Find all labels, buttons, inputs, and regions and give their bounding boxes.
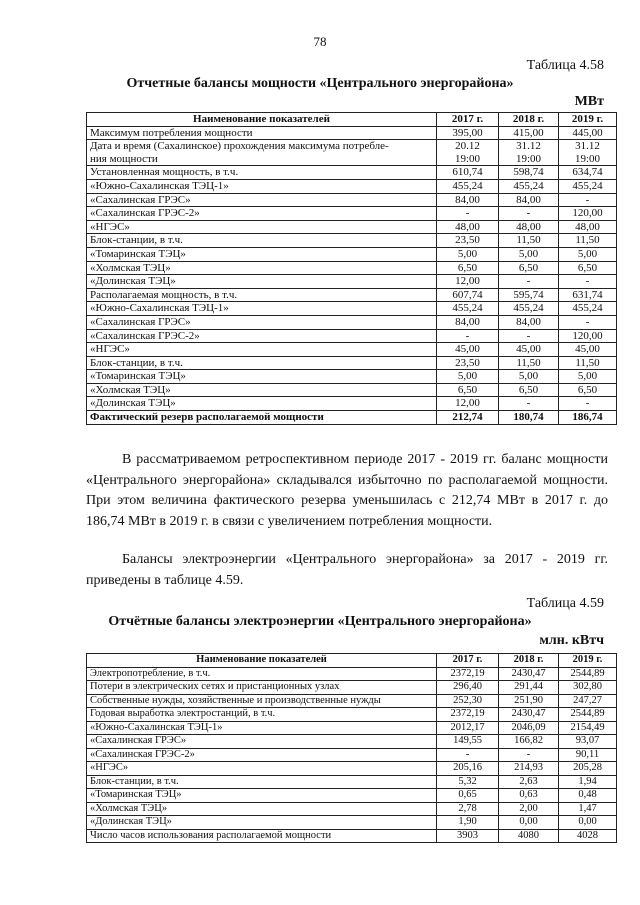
table-row: [87, 721, 617, 735]
value-cell: 84,00: [437, 315, 499, 329]
value-cell: 6,50: [559, 383, 617, 397]
value-cell: 296,40: [437, 681, 499, 695]
table-row: [87, 383, 617, 397]
value-cell: 0,00: [559, 816, 617, 830]
table-row: [87, 207, 617, 221]
value-cell: 149,55: [437, 735, 499, 749]
table-row: [87, 667, 617, 681]
value-cell: 4080: [499, 829, 559, 843]
value-cell: 5,00: [499, 370, 559, 384]
table-row: [87, 411, 617, 425]
value-cell: 291,44: [499, 681, 559, 695]
row-label: Электропотребление, в т.ч.: [87, 667, 437, 681]
value-cell: 5,00: [499, 247, 559, 261]
row-label: «НГЭС»: [87, 343, 437, 357]
value-cell: 5,00: [559, 247, 617, 261]
value-cell: 31.12 19:00: [499, 140, 559, 166]
row-label: «Сахалинская ГРЭС»: [87, 735, 437, 749]
table-row: [87, 816, 617, 830]
value-cell: -: [559, 193, 617, 207]
value-cell: 455,24: [499, 179, 559, 193]
value-cell: 12,00: [437, 397, 499, 411]
value-cell: 205,28: [559, 762, 617, 776]
value-cell: 2544,89: [559, 708, 617, 722]
value-cell: 2430,47: [499, 708, 559, 722]
table-row: [87, 397, 617, 411]
row-label: «НГЭС»: [87, 220, 437, 234]
value-cell: 84,00: [499, 315, 559, 329]
table-unit: млн. кВтч: [539, 633, 604, 648]
value-cell: 48,00: [559, 220, 617, 234]
value-cell: 6,50: [559, 261, 617, 275]
value-cell: 252,30: [437, 694, 499, 708]
table-row: [87, 275, 617, 289]
table-row: [87, 261, 617, 275]
value-cell: 212,74: [437, 411, 499, 425]
value-cell: 48,00: [437, 220, 499, 234]
value-cell: 1,90: [437, 816, 499, 830]
table-row: [87, 179, 617, 193]
table-row: [87, 735, 617, 749]
value-cell: 48,00: [499, 220, 559, 234]
table-row: [87, 126, 617, 140]
row-label: Дата и время (Сахалинское) прохождения максимума потребле- ния мощности: [87, 140, 437, 166]
column-header: Наименование показателей: [87, 654, 437, 668]
row-label: «Южно-Сахалинская ТЭЦ-1»: [87, 302, 437, 316]
value-cell: 166,82: [499, 735, 559, 749]
value-cell: 2154,49: [559, 721, 617, 735]
value-cell: 610,74: [437, 166, 499, 180]
energy-balance-table: [86, 653, 617, 843]
row-label: «Холмская ТЭЦ»: [87, 802, 437, 816]
value-cell: -: [559, 397, 617, 411]
value-cell: 120,00: [559, 329, 617, 343]
value-cell: -: [559, 275, 617, 289]
value-cell: 23,50: [437, 356, 499, 370]
value-cell: 11,50: [499, 356, 559, 370]
table-row: [87, 762, 617, 776]
value-cell: 1,94: [559, 775, 617, 789]
value-cell: 6,50: [499, 261, 559, 275]
body-paragraph: В рассматриваемом ретроспективном периоде 2017 - 2019 гг. баланс мощности «Центрального энергорайона» складывался избыточно по располагаемой мощности. При этом величина фактического резерва уменьшилась с 212,74 МВт в 2017 г. до 186,74 МВт в 2019 г. в связи с увеличением потребления мощности.: [86, 452, 608, 529]
column-header: 2018 г.: [499, 654, 559, 668]
table-row: [87, 166, 617, 180]
value-cell: 2,78: [437, 802, 499, 816]
table-row: [87, 220, 617, 234]
value-cell: 455,24: [559, 302, 617, 316]
row-label: «Долинская ТЭЦ»: [87, 275, 437, 289]
value-cell: 5,00: [437, 247, 499, 261]
column-header: Наименование показателей: [87, 113, 437, 127]
page-number: 78: [313, 34, 327, 49]
value-cell: -: [437, 329, 499, 343]
row-label: Фактический резерв располагаемой мощности: [87, 411, 437, 425]
row-label: Блок-станции, в т.ч.: [87, 234, 437, 248]
value-cell: -: [499, 275, 559, 289]
row-label: «Сахалинская ГРЭС»: [87, 193, 437, 207]
value-cell: 4028: [559, 829, 617, 843]
table-row: [87, 802, 617, 816]
value-cell: 12,00: [437, 275, 499, 289]
value-cell: 6,50: [499, 383, 559, 397]
value-cell: 186,74: [559, 411, 617, 425]
table-row: [87, 681, 617, 695]
table-row: [87, 694, 617, 708]
row-label: «Сахалинская ГРЭС-2»: [87, 748, 437, 762]
table-caption: Таблица 4.58: [526, 58, 604, 73]
table-caption: Таблица 4.59: [526, 596, 604, 611]
row-label: «Южно-Сахалинская ТЭЦ-1»: [87, 179, 437, 193]
value-cell: 93,07: [559, 735, 617, 749]
table-title: Отчётные балансы электроэнергии «Центрального энергорайона»: [108, 614, 532, 629]
table-row: [87, 343, 617, 357]
table-row: [87, 789, 617, 803]
row-label: Блок-станции, в т.ч.: [87, 775, 437, 789]
value-cell: 120,00: [559, 207, 617, 221]
power-balance-table: [86, 112, 617, 425]
value-cell: -: [437, 748, 499, 762]
value-cell: 251,90: [499, 694, 559, 708]
table-row: [87, 748, 617, 762]
value-cell: 84,00: [437, 193, 499, 207]
table-row: [87, 708, 617, 722]
value-cell: 31.12 19:00: [559, 140, 617, 166]
value-cell: 5,32: [437, 775, 499, 789]
value-cell: 45,00: [559, 343, 617, 357]
column-header: 2019 г.: [559, 654, 617, 668]
table-row: [87, 356, 617, 370]
value-cell: 45,00: [437, 343, 499, 357]
value-cell: 1,47: [559, 802, 617, 816]
value-cell: 6,50: [437, 383, 499, 397]
value-cell: -: [499, 329, 559, 343]
value-cell: 455,24: [437, 179, 499, 193]
body-paragraph: Балансы электроэнергии «Центрального энергорайона» за 2017 - 2019 гг. приведены в таблице 4.59.: [86, 552, 608, 588]
value-cell: 11,50: [499, 234, 559, 248]
table-header-row: [87, 654, 617, 668]
value-cell: 6,50: [437, 261, 499, 275]
value-cell: 2012,17: [437, 721, 499, 735]
value-cell: 2544,89: [559, 667, 617, 681]
value-cell: 455,24: [559, 179, 617, 193]
row-label: Располагаемая мощность, в т.ч.: [87, 288, 437, 302]
value-cell: 395,00: [437, 126, 499, 140]
table-row: [87, 247, 617, 261]
value-cell: 3903: [437, 829, 499, 843]
row-label: «Долинская ТЭЦ»: [87, 397, 437, 411]
value-cell: 247,27: [559, 694, 617, 708]
table-header-row: [87, 113, 617, 127]
column-header: 2019 г.: [559, 113, 617, 127]
value-cell: 20.12 19:00: [437, 140, 499, 166]
table-unit: МВт: [574, 94, 604, 109]
value-cell: 455,24: [499, 302, 559, 316]
value-cell: 631,74: [559, 288, 617, 302]
value-cell: 214,93: [499, 762, 559, 776]
table-row: [87, 288, 617, 302]
table-row: [87, 234, 617, 248]
value-cell: 0,65: [437, 789, 499, 803]
table-row: [87, 829, 617, 843]
value-cell: 595,74: [499, 288, 559, 302]
value-cell: 2,63: [499, 775, 559, 789]
value-cell: 180,74: [499, 411, 559, 425]
row-label: «Томаринская ТЭЦ»: [87, 370, 437, 384]
row-label: «Томаринская ТЭЦ»: [87, 247, 437, 261]
value-cell: 0,63: [499, 789, 559, 803]
value-cell: 634,74: [559, 166, 617, 180]
value-cell: 11,50: [559, 356, 617, 370]
value-cell: 45,00: [499, 343, 559, 357]
value-cell: 455,24: [437, 302, 499, 316]
row-label: «Сахалинская ГРЭС-2»: [87, 207, 437, 221]
value-cell: 23,50: [437, 234, 499, 248]
row-label: «Южно-Сахалинская ТЭЦ-1»: [87, 721, 437, 735]
row-label: Число часов использования располагаемой мощности: [87, 829, 437, 843]
value-cell: 11,50: [559, 234, 617, 248]
row-label: «Томаринская ТЭЦ»: [87, 789, 437, 803]
table-row: [87, 302, 617, 316]
table-row: [87, 329, 617, 343]
row-label: Блок-станции, в т.ч.: [87, 356, 437, 370]
value-cell: 607,74: [437, 288, 499, 302]
table-row: [87, 315, 617, 329]
value-cell: 84,00: [499, 193, 559, 207]
value-cell: 0,00: [499, 816, 559, 830]
row-label: Потери в электрических сетях и пристанционных узлах: [87, 681, 437, 695]
row-label: Установленная мощность, в т.ч.: [87, 166, 437, 180]
table-row: [87, 140, 617, 166]
row-label: «Холмская ТЭЦ»: [87, 261, 437, 275]
value-cell: -: [499, 397, 559, 411]
table-row: [87, 775, 617, 789]
column-header: 2018 г.: [499, 113, 559, 127]
column-header: 2017 г.: [437, 654, 499, 668]
value-cell: -: [437, 207, 499, 221]
row-label: «Холмская ТЭЦ»: [87, 383, 437, 397]
row-label: Годовая выработка электростанций, в т.ч.: [87, 708, 437, 722]
value-cell: -: [559, 315, 617, 329]
value-cell: 415,00: [499, 126, 559, 140]
value-cell: 302,80: [559, 681, 617, 695]
table-row: [87, 370, 617, 384]
row-label: «Долинская ТЭЦ»: [87, 816, 437, 830]
value-cell: 205,16: [437, 762, 499, 776]
value-cell: 5,00: [559, 370, 617, 384]
value-cell: 2372,19: [437, 667, 499, 681]
table-row: [87, 193, 617, 207]
column-header: 2017 г.: [437, 113, 499, 127]
value-cell: 2430,47: [499, 667, 559, 681]
value-cell: -: [499, 748, 559, 762]
row-label: «Сахалинская ГРЭС»: [87, 315, 437, 329]
table-title: Отчетные балансы мощности «Центрального энергорайона»: [126, 76, 514, 91]
row-label: Максимум потребления мощности: [87, 126, 437, 140]
value-cell: 2,00: [499, 802, 559, 816]
value-cell: 445,00: [559, 126, 617, 140]
value-cell: 0,48: [559, 789, 617, 803]
value-cell: 5,00: [437, 370, 499, 384]
value-cell: 598,74: [499, 166, 559, 180]
value-cell: 2046,09: [499, 721, 559, 735]
row-label: «Сахалинская ГРЭС-2»: [87, 329, 437, 343]
row-label: «НГЭС»: [87, 762, 437, 776]
value-cell: 90,11: [559, 748, 617, 762]
row-label: Собственные нужды, хозяйственные и производственные нужды: [87, 694, 437, 708]
value-cell: 2372,19: [437, 708, 499, 722]
value-cell: -: [499, 207, 559, 221]
